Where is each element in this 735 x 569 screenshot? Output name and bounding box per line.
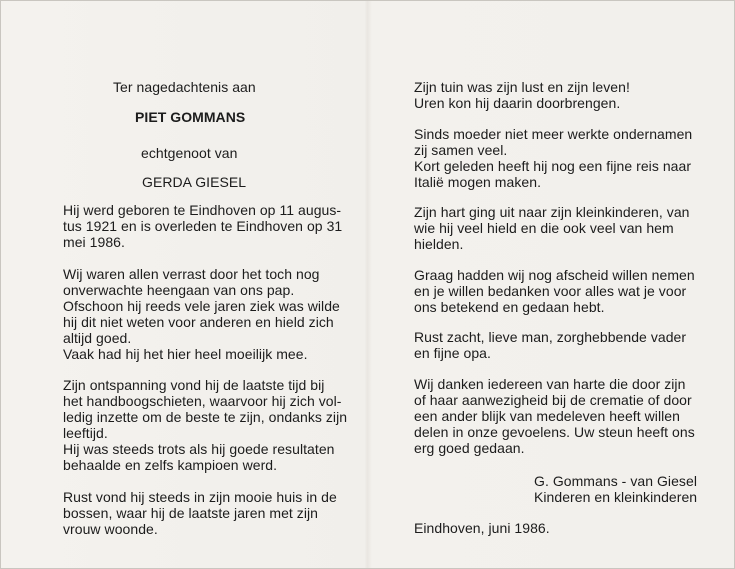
intro-text: Ter nagedachtenis aan (113, 79, 256, 95)
right-paragraph-2 (414, 126, 706, 190)
text-line: mei 1986. (63, 234, 125, 250)
text-line: onverwachte heengaan van ons pap. (63, 282, 295, 298)
text-line: en fijne opa. (414, 345, 491, 361)
text-line: het handboogschieten, waarvoor hij zich vol- (63, 393, 342, 409)
text-line: Kort geleden heeft hij nog een fijne reis naar (414, 158, 692, 174)
text-line: Uren kon hij daarin doorbrengen. (414, 95, 621, 111)
right-paragraph-6 (414, 376, 706, 456)
text-line: leeftijd. (63, 425, 108, 441)
text-line: Sinds moeder niet meer werkte ondernamen (414, 126, 693, 142)
text-line: behaalde en zelfs kampioen werd. (63, 457, 278, 473)
spouse-name: GERDA GIESEL (142, 174, 247, 190)
text-line: erg goed gedaan. (414, 440, 525, 456)
signature-family: Kinderen en kleinkinderen (534, 489, 698, 505)
text-line: Hij werd geboren te Eindhoven op 11 augus- (63, 202, 342, 218)
signature-names: G. Gommans - van Giesel (534, 473, 697, 489)
text-line: en je willen bedanken voor alles wat je voor (414, 283, 687, 299)
text-line: Wij waren allen verrast door het toch nog (63, 266, 320, 282)
left-paragraph-4 (63, 489, 337, 537)
text-line: Ofschoon hij reeds vele jaren ziek was wilde (63, 298, 340, 314)
text-line: ledig inzette om de beste te zijn, ondanks zijn (63, 409, 348, 425)
text-line: zij samen veel. (414, 142, 508, 158)
text-line: Graag hadden wij nog afscheid willen nemen (414, 267, 695, 283)
right-paragraph-1 (414, 79, 706, 111)
signature-block (534, 473, 697, 505)
text-line: Rust zacht, lieve man, zorghebbende vader (414, 329, 687, 345)
text-line: een ander blijk van medeleven heeft willen (414, 408, 680, 424)
right-paragraph-4 (414, 267, 706, 315)
text-line: Vaak had hij het hier heel moeilijk mee. (63, 346, 308, 362)
text-line: hij dit niet weten voor anderen en hield zich (63, 314, 334, 330)
text-line: Rust vond hij steeds in zijn mooie huis in de (63, 489, 337, 505)
text-line: delen in onze gevoelens. Uw steun heeft ons (414, 424, 695, 440)
text-line: of haar aanwezigheid bij de crematie of door (414, 392, 692, 408)
left-paragraph-1 (63, 202, 343, 250)
text-line: Wij danken iedereen van harte die door zijn (414, 376, 686, 392)
text-line: altijd goed. (63, 330, 132, 346)
text-line: Hij was steeds trots als hij goede resultaten (63, 441, 335, 457)
right-paragraph-5 (414, 329, 706, 361)
text-line: Zijn ontspanning vond hij de laatste tijd bij (63, 377, 325, 393)
left-paragraph-2 (63, 266, 340, 362)
text-line: bossen, waar hij de laatste jaren met zijn (63, 505, 319, 521)
text-line: tus 1921 en is overleden te Eindhoven op 31 (63, 218, 343, 234)
deceased-name: PIET GOMMANS (135, 109, 246, 125)
text-line: Zijn hart ging uit naar zijn kleinkinderen, van (414, 204, 690, 220)
text-line: ons betekend en gedaan hebt. (414, 299, 605, 315)
text-line: vrouw woonde. (63, 521, 158, 537)
right-paragraph-3 (414, 204, 706, 252)
text-line: wie hij veel hield en die ook veel van hem (414, 220, 674, 236)
left-paragraph-3 (63, 377, 348, 473)
text-line: Zijn tuin was zijn lust en zijn leven! (414, 79, 630, 95)
relation-text: echtgenoot van (141, 145, 238, 161)
text-line: hielden. (414, 236, 464, 252)
place-and-date: Eindhoven, juni 1986. (414, 520, 550, 536)
text-line: Italië mogen maken. (414, 174, 542, 190)
